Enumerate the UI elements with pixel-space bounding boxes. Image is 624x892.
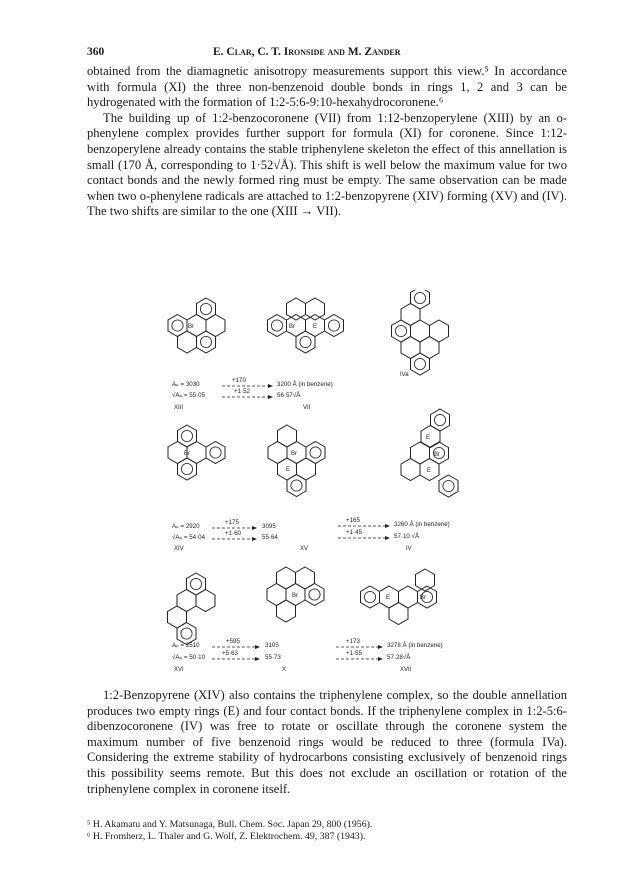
row2-line1-left: Aₚ = 2920: [172, 523, 200, 530]
label-xv: XV: [300, 546, 309, 552]
label-xiii: XIII: [174, 405, 184, 411]
row3-line1-mid: 3105: [265, 642, 279, 649]
structure-xvi: [168, 573, 216, 645]
ring-letter: Br: [292, 593, 298, 599]
ring-letter: E: [286, 467, 291, 473]
structure-xv: [268, 425, 325, 497]
lower-text-block: [87, 688, 567, 797]
page-number: 360: [87, 46, 105, 58]
row2-line2-arrow2: +1·45: [346, 529, 362, 536]
row1-line2-arrow: +1·52: [234, 388, 250, 395]
row1-line1-right: 3200 Å (in benzene): [277, 381, 333, 388]
structure-iva: [392, 290, 449, 375]
row1-line2-left: √Aₚ = 55·05: [172, 392, 206, 399]
structure-vii: [268, 298, 344, 353]
row2-line1-arrow: +175: [225, 519, 239, 526]
label-xiv: XIV: [174, 546, 184, 552]
upper-text-block: [87, 64, 567, 220]
row2-line1-arrow2: +165: [346, 517, 360, 524]
paragraph-2: The building up of 1:2-benzocoronene (VII) from 1:12-benzoperylene (XIII) by an o-phenylene complex provides further support for formula (XI) for coronene. Since 1:12-benzoperylene already contains the stable triphenylene skeleton the effect of this annellation is small (170 Å, corresponding to 1·52√Å). This shift is well below the maximum value for two contact bonds and the newly formed ring must be empty. The same observation can be made when two o-phenylene radicals are attached to 1:2-benzopyrene (XIV) forming (XV) and (IV). The two shifts are similar to the one (XIII → VII).: [87, 110, 567, 219]
row1-line1-left: Aₚ = 3030: [172, 381, 200, 388]
row3-line1-arrow: +595: [226, 638, 240, 645]
row2-line2-mid: 55·64: [262, 534, 278, 541]
ring-letter: E: [427, 468, 432, 474]
row1-line1-arrow: +170: [232, 377, 246, 384]
row3-line2-arrow2: +1·55: [346, 650, 362, 657]
row1-line2-right: 56·57√Å: [277, 392, 301, 399]
structure-xvii: [361, 569, 437, 625]
row3-line2-left: √Aₚ = 50·10: [172, 654, 206, 661]
row2-line2-arrow: +1·60: [225, 530, 241, 537]
structure-xiv: [168, 425, 225, 480]
label-iva: IVa: [400, 372, 409, 378]
row3-line1-left: Aₚ = 2510: [172, 642, 200, 649]
paragraph-1: obtained from the diamagnetic anisotropy measurements support this view.⁵ In accordance with formula (XI) the three non-benzenoid double bonds in rings 1, 2 and 3 can be hydrogenated with the formation of 1:2-5:6-9:10-hexahydrocoronene.⁶: [87, 64, 567, 110]
ring-letter: E: [313, 324, 318, 330]
row3-line2-right: 57·28√Å: [387, 654, 411, 661]
ring-letter: E: [426, 435, 431, 441]
row2-line1-mid: 3095: [262, 523, 276, 530]
ring-letter: Br: [434, 452, 440, 458]
footnote-6: ⁶ H. Fromherz, L. Thaler and G. Wolf, Z. Elektrochem. 49, 387 (1943).: [87, 831, 366, 842]
footnote-5: ⁵ H. Akamatu and Y. Matsunaga, Bull. Chem. Soc. Japan 29, 800 (1956).: [87, 819, 373, 830]
structure-x: [267, 567, 324, 622]
label-vii: VII: [303, 405, 311, 411]
row2-line1-right: 3260 Å (in benzene): [394, 521, 450, 528]
running-header-authors: E. Clar, C. T. Ironside and M. Zander: [213, 46, 401, 58]
ring-letter: Br: [420, 595, 426, 601]
ring-letter: Br: [188, 324, 194, 330]
structure-iv: [401, 409, 458, 497]
ring-letter: Br: [289, 324, 295, 330]
label-x: X: [282, 667, 287, 673]
row3-line2-mid: 55·73: [265, 654, 281, 661]
row2-line2-left: √Aₚ = 54·04: [172, 534, 206, 541]
ring-letter: Br: [291, 451, 297, 457]
ring-letter: E: [386, 595, 391, 601]
row3-line1-right: 3278 Å (in benzene): [387, 642, 443, 649]
row3-line2-arrow: +5·63: [222, 650, 238, 657]
label-iv: IV: [406, 546, 412, 552]
structure-xiii: [168, 298, 225, 353]
row2-line2-right: 57·10 √Å: [394, 533, 420, 540]
paragraph-3: 1:2-Benzopyrene (XIV) also contains the triphenylene complex, so the double annellation produces two empty rings (E) and four contact bonds. If the triphenylene complex in 1:2-5:6-dibenzocoronene (IV) was free to rotate or oscillate through the coronene system the maximum number of five benzenoid rings would be reduced to three (formula IVa). Considering the extreme stability of hydrocarbons consisting exclusively of benzenoid rings this possibility seems remote. But this does not exclude an oscillation or rotation of the triphenylene complex in coronene itself.: [87, 688, 567, 796]
hydrocarbon-structures-figure: [0, 290, 624, 690]
label-xvi: XVI: [174, 667, 184, 673]
ring-letter: Br: [184, 451, 190, 457]
row3-line1-arrow2: +173: [346, 638, 360, 645]
label-xvii: XVII: [400, 667, 412, 673]
